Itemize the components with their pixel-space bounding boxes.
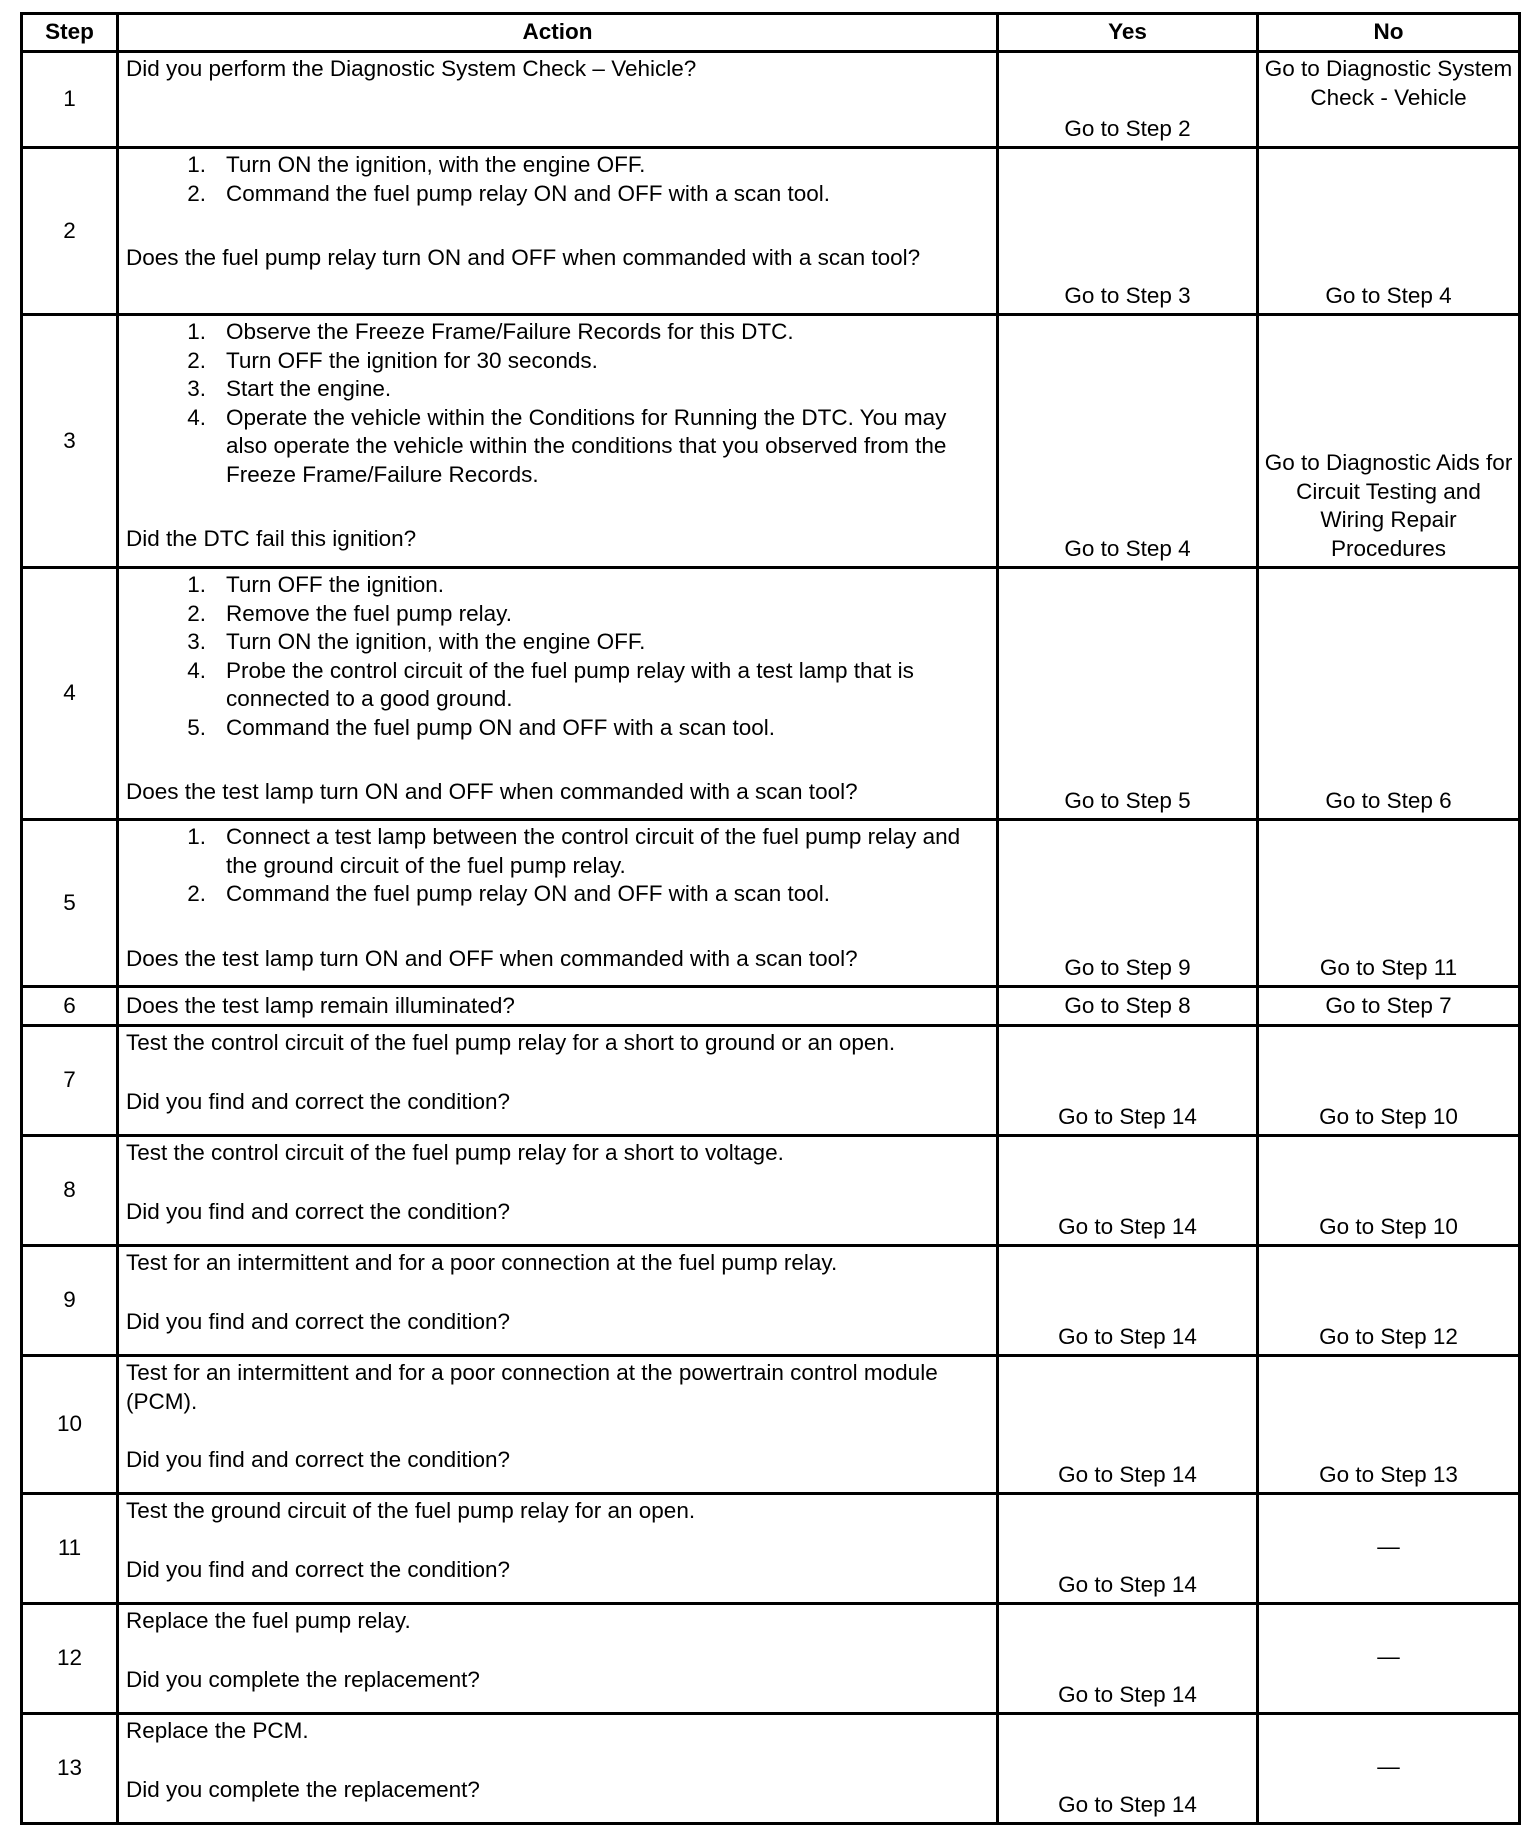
question-text: Did the DTC fail this ignition? bbox=[126, 526, 417, 551]
no-cell: Go to Diagnostic Aids for Circuit Testing and Wiring Repair Procedures bbox=[1258, 315, 1520, 568]
header-row bbox=[22, 14, 1520, 52]
list-item: 1. Observe the Freeze Frame/Failure Records for this DTC. bbox=[187, 319, 794, 344]
yes-cell: Go to Step 8 bbox=[998, 987, 1258, 1026]
step-number: 4 bbox=[22, 568, 118, 820]
step-number: 2 bbox=[22, 148, 118, 315]
action-text: Replace the PCM. bbox=[126, 1718, 309, 1743]
question-text: Did you complete the replacement? bbox=[126, 1776, 480, 1802]
question-text: Does the test lamp turn ON and OFF when commanded with a scan tool? bbox=[126, 779, 858, 804]
yes-cell: Go to Step 14 bbox=[998, 1246, 1258, 1356]
yes-cell: Go to Step 4 bbox=[998, 315, 1258, 568]
action-text: Did you perform the Diagnostic System Check – Vehicle? bbox=[126, 56, 697, 81]
table-row bbox=[22, 987, 1520, 1026]
yes-cell: Go to Step 2 bbox=[998, 52, 1258, 148]
header-yes: Yes bbox=[998, 14, 1258, 52]
table-row bbox=[22, 1026, 1520, 1136]
header-step: Step bbox=[22, 14, 118, 52]
action-cell bbox=[118, 315, 998, 568]
action-text: Test the ground circuit of the fuel pump relay for an open. bbox=[126, 1498, 696, 1523]
action-steps bbox=[126, 571, 990, 742]
action-cell bbox=[118, 1246, 998, 1356]
action-cell bbox=[118, 820, 998, 987]
table-row bbox=[22, 1604, 1520, 1714]
table-row bbox=[22, 1714, 1520, 1824]
step-number: 13 bbox=[22, 1714, 118, 1824]
no-cell: — bbox=[1258, 1604, 1520, 1714]
step-number: 10 bbox=[22, 1356, 118, 1494]
list-item: 2. Remove the fuel pump relay. bbox=[187, 600, 512, 626]
step-number: 12 bbox=[22, 1604, 118, 1714]
action-cell bbox=[118, 568, 998, 820]
no-cell: Go to Step 13 bbox=[1258, 1356, 1520, 1494]
table-row bbox=[22, 52, 1520, 148]
list-item: 3. Start the engine. bbox=[187, 376, 392, 401]
table-row bbox=[22, 1136, 1520, 1246]
action-text: Test the control circuit of the fuel pump relay for a short to voltage. bbox=[126, 1140, 784, 1165]
table-row bbox=[22, 315, 1520, 568]
step-number: 7 bbox=[22, 1026, 118, 1136]
action-cell bbox=[118, 1026, 998, 1136]
yes-cell: Go to Step 14 bbox=[998, 1356, 1258, 1494]
no-cell: Go to Step 7 bbox=[1258, 987, 1520, 1026]
no-cell: Go to Step 6 bbox=[1258, 568, 1520, 820]
action-cell bbox=[118, 987, 998, 1026]
step-number: 3 bbox=[22, 315, 118, 568]
no-cell: — bbox=[1258, 1714, 1520, 1824]
action-text: Test for an intermittent and for a poor connection at the fuel pump relay. bbox=[126, 1250, 838, 1275]
list-item: 3. Turn ON the ignition, with the engine OFF. bbox=[187, 629, 646, 654]
list-item: 1. Turn OFF the ignition. bbox=[187, 572, 445, 597]
table-row bbox=[22, 148, 1520, 315]
action-steps bbox=[126, 318, 990, 489]
no-cell: Go to Step 4 bbox=[1258, 148, 1520, 315]
question-text: Did you complete the replacement? bbox=[126, 1666, 480, 1692]
action-cell bbox=[118, 1714, 998, 1824]
table-row bbox=[22, 1356, 1520, 1494]
action-text: Replace the fuel pump relay. bbox=[126, 1608, 411, 1633]
yes-cell: Go to Step 5 bbox=[998, 568, 1258, 820]
step-number: 1 bbox=[22, 52, 118, 148]
yes-cell: Go to Step 14 bbox=[998, 1494, 1258, 1604]
action-steps bbox=[126, 823, 990, 909]
step-number: 5 bbox=[22, 820, 118, 987]
question-text: Did you find and correct the condition? bbox=[126, 1088, 510, 1114]
no-cell: Go to Step 12 bbox=[1258, 1246, 1520, 1356]
table-row bbox=[22, 1494, 1520, 1604]
question-text: Does the test lamp turn ON and OFF when commanded with a scan tool? bbox=[126, 945, 858, 971]
list-item: 2. Turn OFF the ignition for 30 seconds. bbox=[187, 347, 598, 373]
action-text: Does the test lamp remain illuminated? bbox=[126, 992, 515, 1018]
list-item: 4. Operate the vehicle within the Conditions for Running the DTC. You may also operate the vehicle within the conditions that you observed from the Freeze Frame/Failure Records. bbox=[187, 404, 947, 487]
question-text: Did you find and correct the condition? bbox=[126, 1198, 510, 1224]
yes-cell: Go to Step 14 bbox=[998, 1136, 1258, 1246]
list-item: 1. Connect a test lamp between the control circuit of the fuel pump relay and the ground circuit of the fuel pump relay. bbox=[187, 824, 961, 878]
action-text: Test the control circuit of the fuel pump relay for a short to ground or an open. bbox=[126, 1030, 896, 1055]
list-item: 4. Probe the control circuit of the fuel pump relay with a test lamp that is connected to a good ground. bbox=[187, 657, 914, 711]
no-cell: Go to Step 10 bbox=[1258, 1026, 1520, 1136]
diagnostic-table-container bbox=[20, 12, 1521, 1825]
action-cell bbox=[118, 1136, 998, 1246]
question-text: Did you find and correct the condition? bbox=[126, 1308, 510, 1334]
question-text: Did you find and correct the condition? bbox=[126, 1447, 510, 1472]
table-row bbox=[22, 568, 1520, 820]
header-action: Action bbox=[118, 14, 998, 52]
action-steps bbox=[126, 151, 990, 208]
action-cell bbox=[118, 1494, 998, 1604]
header-no: No bbox=[1258, 14, 1520, 52]
action-cell bbox=[118, 1356, 998, 1494]
list-item: 5. Command the fuel pump ON and OFF with a scan tool. bbox=[187, 714, 775, 740]
table-row bbox=[22, 820, 1520, 987]
yes-cell: Go to Step 3 bbox=[998, 148, 1258, 315]
action-cell bbox=[118, 148, 998, 315]
action-cell bbox=[118, 52, 998, 148]
diagnostic-table bbox=[20, 12, 1521, 1825]
list-item: 2. Command the fuel pump relay ON and OFF with a scan tool. bbox=[187, 180, 831, 206]
step-number: 6 bbox=[22, 987, 118, 1026]
yes-cell: Go to Step 14 bbox=[998, 1026, 1258, 1136]
list-item: 2. Command the fuel pump relay ON and OFF with a scan tool. bbox=[187, 881, 831, 906]
no-cell: Go to Diagnostic System Check - Vehicle bbox=[1258, 52, 1520, 148]
no-cell: — bbox=[1258, 1494, 1520, 1604]
no-cell: Go to Step 10 bbox=[1258, 1136, 1520, 1246]
step-number: 8 bbox=[22, 1136, 118, 1246]
yes-cell: Go to Step 9 bbox=[998, 820, 1258, 987]
table-row bbox=[22, 1246, 1520, 1356]
question-text: Does the fuel pump relay turn ON and OFF when commanded with a scan tool? bbox=[126, 245, 921, 270]
step-number: 11 bbox=[22, 1494, 118, 1604]
step-number: 9 bbox=[22, 1246, 118, 1356]
yes-cell: Go to Step 14 bbox=[998, 1604, 1258, 1714]
action-text: Test for an intermittent and for a poor connection at the powertrain control module (PCM). bbox=[126, 1360, 938, 1414]
action-cell bbox=[118, 1604, 998, 1714]
list-item: 1. Turn ON the ignition, with the engine OFF. bbox=[187, 152, 646, 177]
yes-cell: Go to Step 14 bbox=[998, 1714, 1258, 1824]
question-text: Did you find and correct the condition? bbox=[126, 1556, 510, 1582]
no-cell: Go to Step 11 bbox=[1258, 820, 1520, 987]
